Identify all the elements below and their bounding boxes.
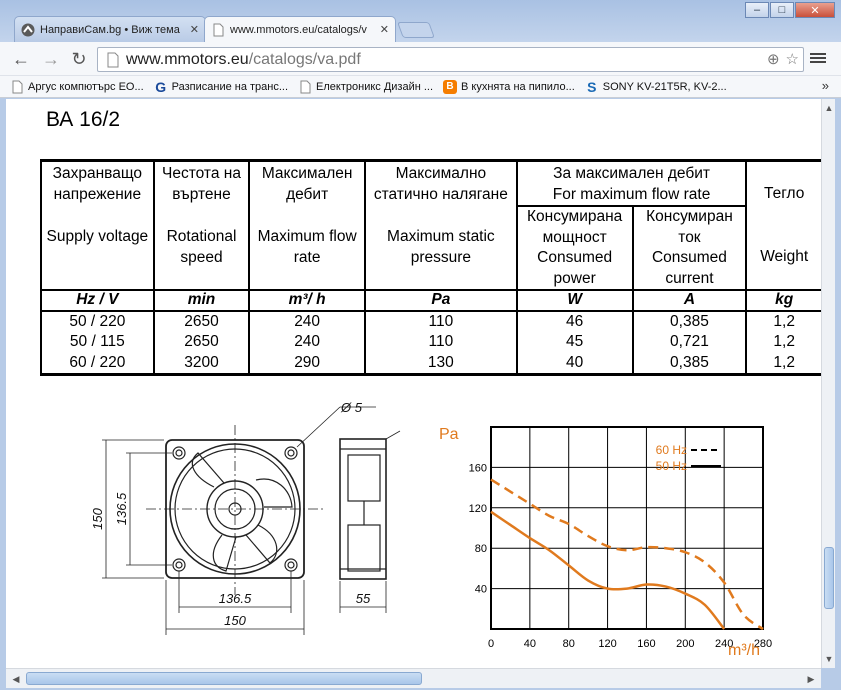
chart-frame: [491, 427, 763, 629]
bookmark-kuhnyata[interactable]: [443, 80, 575, 94]
table-cell: 0,385: [633, 311, 747, 332]
table-cell: 110: [365, 311, 517, 332]
x-tick-label: 120: [598, 638, 617, 650]
table-cell: 1,2: [746, 332, 821, 353]
page-icon: [298, 80, 312, 94]
table-cell: 130: [365, 353, 517, 375]
minimize-button[interactable]: ‒: [745, 2, 769, 18]
model-title: ВА 16/2: [46, 108, 121, 131]
napravisam-favicon-icon: [21, 23, 35, 37]
header-static-pressure: Максимално статично налягане Maximum static pressure: [365, 161, 517, 291]
bookmark-label: Електроникс Дизайн ...: [316, 80, 434, 93]
fan-side-view: [340, 431, 400, 579]
unit-cell: m³/ h: [249, 290, 365, 311]
header-weight: Тегло Weight: [746, 161, 821, 291]
bookmark-star-icon[interactable]: ☆: [785, 51, 799, 68]
y-tick-label: 40: [474, 583, 487, 596]
chart-grid: [491, 427, 763, 629]
unit-cell: min: [154, 290, 250, 311]
unit-cell: kg: [746, 290, 821, 311]
table-cell: 45: [517, 332, 633, 353]
table-row: [41, 311, 821, 332]
chart-series: [491, 480, 763, 629]
table-cell: 1,2: [746, 311, 821, 332]
unit-cell: W: [517, 290, 633, 311]
horizontal-scroll-thumb[interactable]: [26, 672, 422, 685]
header-consumed-current: Консумиран ток Consumed current: [633, 206, 747, 290]
dim-height-inner: 136.5: [114, 492, 129, 526]
series-line-60-hz: [491, 480, 763, 629]
page-favicon-icon: [211, 23, 225, 37]
table-cell: 3200: [154, 353, 250, 375]
x-tick-label: 80: [562, 638, 575, 650]
scroll-down-icon[interactable]: ▼: [824, 654, 834, 664]
chart-ylabel: Pa: [439, 426, 459, 443]
table-cell: 240: [249, 311, 365, 332]
dim-width-outer: 150: [224, 613, 246, 628]
vertical-scrollbar[interactable]: [821, 99, 835, 668]
table-cell: 50 / 115: [41, 332, 154, 353]
legend-label: 60 Hz: [655, 443, 687, 457]
reload-button[interactable]: ↻: [71, 48, 87, 69]
horizontal-scrollbar[interactable]: [6, 668, 821, 688]
chart-ticks: [469, 462, 773, 650]
zoom-icon[interactable]: ⊕: [766, 51, 780, 68]
table-cell: 60 / 220: [41, 353, 154, 375]
chart-xlabel: m³/h: [728, 642, 760, 659]
tab-close-icon[interactable]: ✕: [189, 24, 199, 36]
bookmarks-overflow-button[interactable]: »: [821, 78, 829, 93]
back-button[interactable]: ←: [12, 48, 30, 69]
table-cell: 40: [517, 353, 633, 375]
x-tick-label: 240: [714, 638, 734, 650]
bookmark-elektroniks[interactable]: [298, 80, 433, 94]
legend-label: 50 Hz: [655, 459, 687, 473]
scroll-up-icon[interactable]: ▲: [824, 103, 834, 113]
x-tick-label: 200: [676, 638, 695, 650]
header-consumed-power: Консумирана мощност Consumed power: [517, 206, 633, 290]
spec-table: [40, 159, 821, 376]
x-tick-label: 160: [637, 638, 656, 650]
x-tick-label: 280: [753, 638, 773, 650]
x-tick-label: 40: [523, 638, 536, 650]
table-cell: 110: [365, 332, 517, 353]
table-cell: 0,721: [633, 332, 747, 353]
x-tick-label: 0: [487, 638, 495, 650]
scroll-right-icon[interactable]: ▶: [807, 673, 815, 684]
header-flow-rate: Максимален дебит Maximum flow rate: [249, 161, 365, 291]
title-bar: [0, 0, 841, 42]
table-cell: 290: [249, 353, 365, 375]
y-tick-label: 120: [468, 502, 487, 515]
table-row: [41, 332, 821, 353]
unit-cell: Pa: [365, 290, 517, 311]
dim-hole: Ø 5: [341, 400, 362, 415]
tab-mmotors[interactable]: [204, 16, 396, 42]
chart-legend: [656, 443, 721, 473]
tab-napravisam[interactable]: [14, 16, 206, 42]
table-cell: 2650: [154, 332, 250, 353]
bookmark-label: Аргус компютърс ЕО...: [28, 80, 144, 93]
forward-button[interactable]: →: [42, 48, 60, 69]
units-row: [41, 290, 821, 311]
new-tab-button[interactable]: [397, 22, 435, 38]
table-header-row: [41, 161, 821, 207]
bookmark-label: SONY KV-21T5R, KV-2...: [602, 80, 727, 93]
table-cell: 240: [249, 332, 365, 353]
bookmark-razpisanie[interactable]: [154, 80, 288, 94]
scroll-left-icon[interactable]: ◀: [12, 673, 20, 684]
bookmark-label: В кухнята на пипило...: [461, 80, 575, 93]
dim-width-inner: 136.5: [218, 591, 252, 606]
s-logo-icon: S: [587, 78, 597, 95]
g-logo-icon: G: [155, 78, 167, 95]
dim-depth: 55: [355, 591, 371, 606]
pressure-flow-chart: [431, 417, 781, 667]
vertical-scroll-thumb[interactable]: [824, 547, 834, 609]
maximize-button[interactable]: □: [770, 2, 794, 18]
header-max-flow-group: За максимален дебит For maximum flow rate: [517, 161, 747, 207]
toolbar: [0, 42, 841, 76]
page-icon: [10, 80, 24, 94]
bookmark-label: Разписание на транс...: [171, 80, 289, 93]
pdf-viewport: [6, 99, 821, 668]
y-tick-label: 80: [474, 543, 487, 556]
table-cell: 2650: [154, 311, 250, 332]
fan-drawing: [86, 395, 426, 647]
header-supply-voltage: Захранващо напрежение Supply voltage: [41, 161, 154, 291]
bookmarks-bar: [0, 76, 841, 98]
dim-height-outer: 150: [90, 508, 105, 530]
tab-label: НаправиСам.bg • Виж тема: [40, 23, 180, 36]
url-host: www.mmotors.eu: [126, 50, 249, 68]
table-cell: 46: [517, 311, 633, 332]
bookmark-sony[interactable]: [585, 80, 727, 94]
table-cell: 0,385: [633, 353, 747, 375]
tab-close-icon[interactable]: ✕: [379, 24, 389, 36]
y-tick-label: 160: [468, 462, 487, 475]
bookmark-argus[interactable]: [10, 80, 144, 94]
tab-label: www.mmotors.eu/catalogs/v: [230, 23, 367, 36]
page-icon: [106, 52, 120, 68]
url-path: /catalogs/va.pdf: [248, 50, 361, 68]
address-bar[interactable]: [97, 47, 804, 72]
menu-icon[interactable]: [810, 51, 826, 67]
unit-cell: Hz / V: [41, 290, 154, 311]
table-cell: 50 / 220: [41, 311, 154, 332]
window-frame-right: [835, 99, 841, 690]
table-row: [41, 353, 821, 375]
unit-cell: A: [633, 290, 747, 311]
table-cell: 1,2: [746, 353, 821, 375]
close-window-button[interactable]: ✕: [795, 2, 835, 18]
header-rotational-speed: Честота на въртене Rotational speed: [154, 161, 250, 291]
blogger-icon: B: [443, 80, 457, 94]
